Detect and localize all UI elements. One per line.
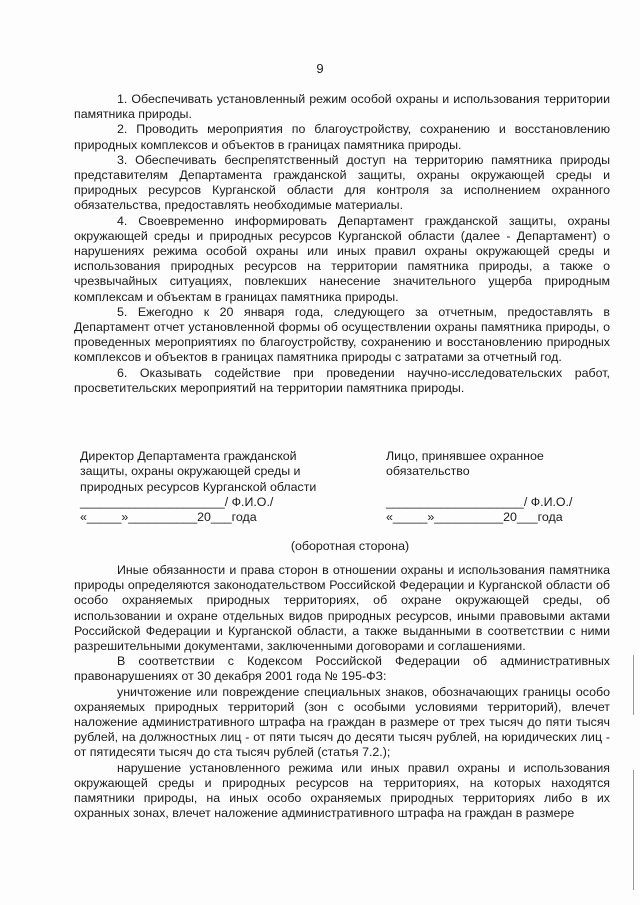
signature-date-line: «_____»__________20___года <box>386 509 563 524</box>
obligor-signature-block <box>386 449 606 525</box>
reverse-side-caption: (оборотная сторона) <box>290 539 410 553</box>
reverse-paragraph: В соответствии с Кодексом Российской Федерации об административных правонарушениях от 30 декабря 2001 года № 195-ФЗ: <box>74 654 610 684</box>
reverse-side-text <box>74 563 610 821</box>
reverse-paragraph: уничтожение или повреждение специальных знаков, обозначающих границы особо охраняемых природных территорий (зон с особыми условиями территорий), влечет наложение административного штрафа на граждан в размере от трех тысяч до пяти тысяч рублей, на должностных лиц - от пяти тысяч до десяти тысяч рублей, на юридических лиц - от пятидесяти тысяч до ста тысяч рублей (статья 7.2.); <box>74 684 610 760</box>
signature-date-line: «_____»__________20___года <box>80 510 257 525</box>
signature-title-line: Лицо, принявшее охранное <box>386 449 544 463</box>
scan-edge-line <box>633 770 634 890</box>
signature-title-line: природных ресурсов Курганской области <box>80 479 317 494</box>
signature-title-line: обязательство <box>386 464 470 479</box>
obligation-item: 1. Обеспечивать установленный режим особой охраны и использования территории памятника природы. <box>74 92 610 122</box>
scan-edge-line <box>633 655 634 715</box>
obligation-item: 4. Своевременно информировать Департамент гражданской защиты, охраны окружающей среды и природных ресурсов Курганской области (далее - Департамент) о нарушениях режима особой охраны или иных правил охраны окружающей среды и использования природных ресурсов на территории памятника природы, а также о чрезвычайных ситуациях, повлекших нанесение значительного ущерба природным комплексам и объектам в границах памятника природы. <box>74 213 610 304</box>
signature-name-line: _____________________/ Ф.И.О./ <box>80 494 274 509</box>
obligation-item: 3. Обеспечивать беспрепятственный доступ на территорию памятника природы представителям Департамента гражданской защиты, охраны окружающей среды и природных ресурсов Курганской области для контроля за исполнением охранного обязательства, предоставлять необходимые материалы. <box>74 152 610 213</box>
obligations-list <box>74 92 610 396</box>
page-number: 9 <box>316 61 324 76</box>
obligation-item: 6. Оказывать содействие при проведении научно-исследовательских работ, просветительских мероприятий на территории памятника природы. <box>74 365 610 395</box>
reverse-paragraph: нарушение установленного режима или иных правил охраны и использования окружающей среды и природных ресурсов на территориях, на которых находятся памятники природы, на иных особо охраняемых природных территориях либо в их охранных зонах, влечет наложение административного штрафа на граждан в размере <box>74 760 610 821</box>
obligation-item: 2. Проводить мероприятия по благоустройству, сохранению и восстановлению природных комплексов и объектов в границах памятника природы. <box>74 122 610 152</box>
reverse-paragraph: Иные обязанности и права сторон в отношении охраны и использования памятника природы определяются законодательством Российской Федерации и Курганской области об особо охраняемых природных территориях, об охране окружающей среды, об использовании и охране отдельных видов природных ресурсов, иными правовыми актами Российской Федерации и Курганской области, а также выданными в соответствии с ними разрешительными документами, заключенными договорами и соглашениями. <box>74 563 610 654</box>
signature-name-line: ____________________/ Ф.И.О./ <box>386 494 573 509</box>
obligation-item: 5. Ежегодно к 20 января года, следующего за отчетным, предоставлять в Департамент отчет установленной формы об осуществлении охраны памятника природы, о проведенных мероприятиях по благоустройству, сохранению и восстановлению природных комплексов и объектов в границах памятника природы с затратами за отчетный год. <box>74 304 610 365</box>
signature-title-line: Директор Департамента гражданской <box>80 449 297 463</box>
signature-title-line: защиты, охраны окружающей среды и <box>80 464 301 479</box>
director-signature-block <box>80 449 340 525</box>
